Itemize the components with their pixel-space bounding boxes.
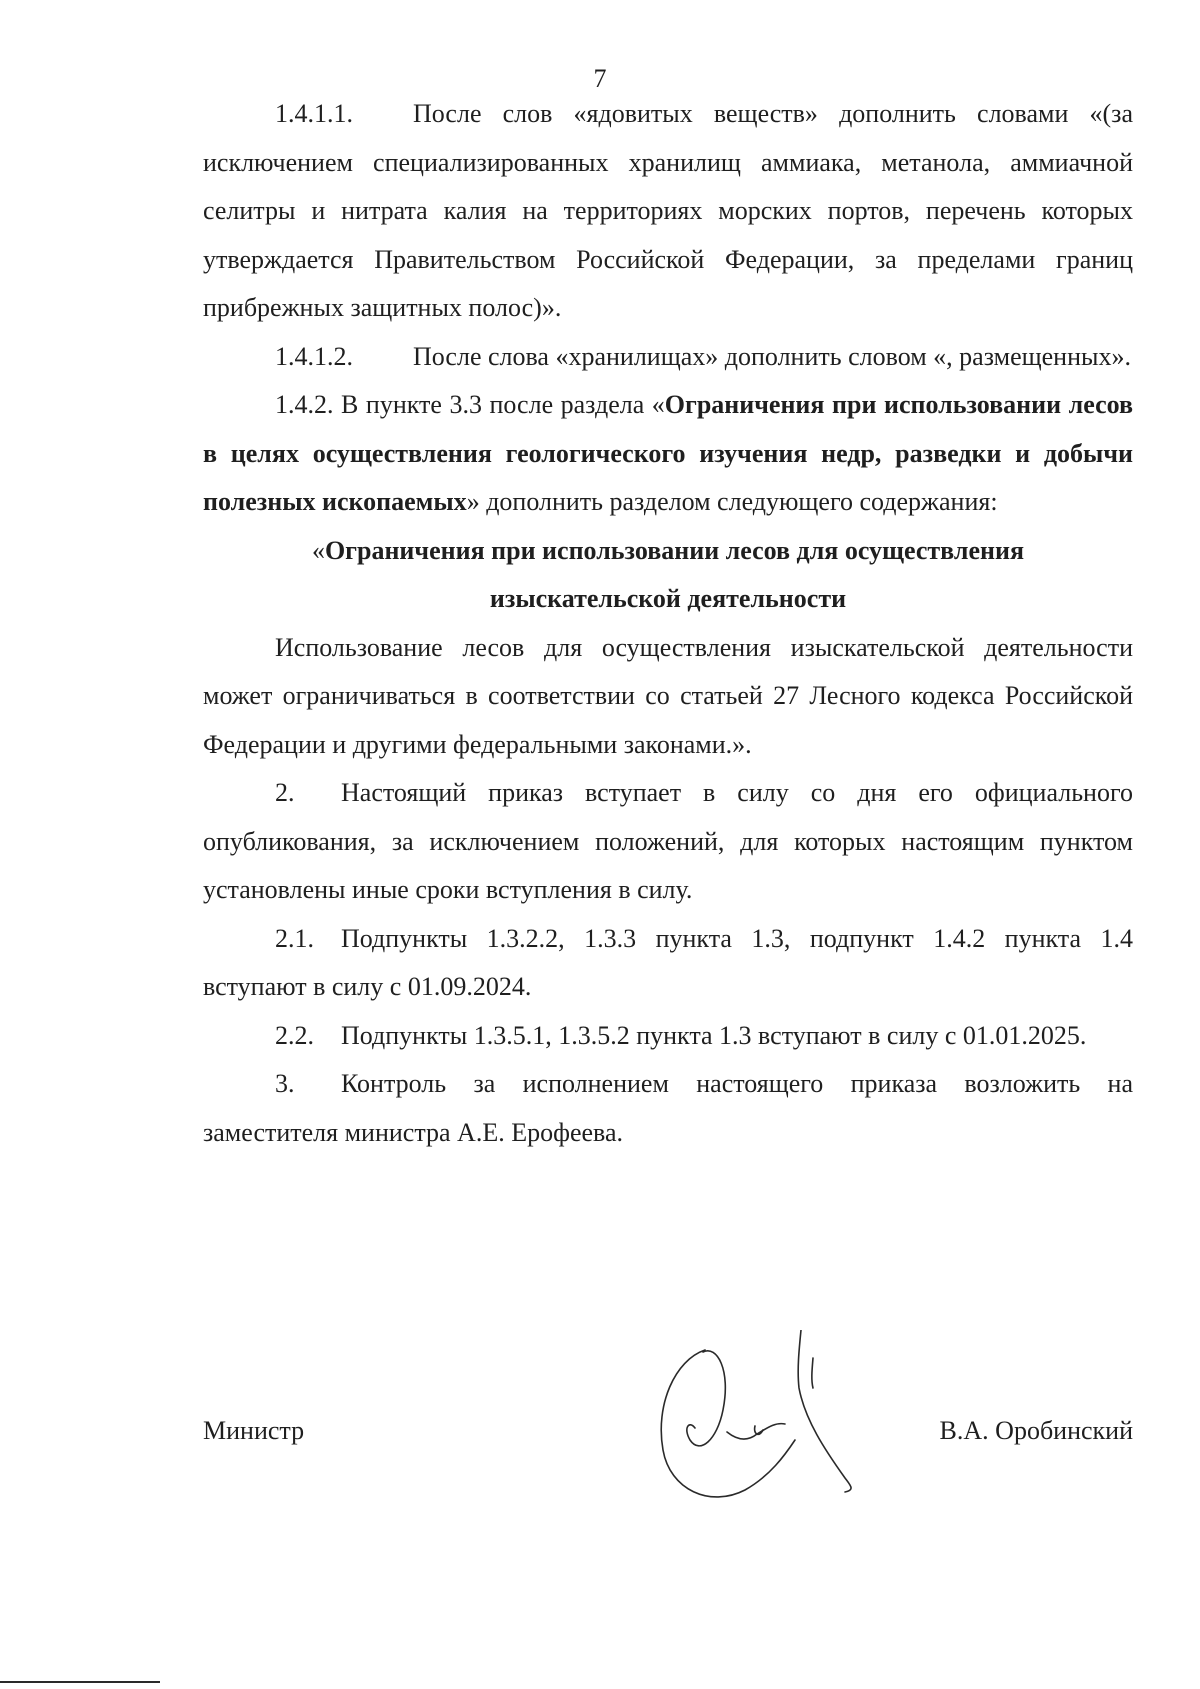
paragraph-3 [203, 1060, 1133, 1157]
paragraph-1-4-1-2 [203, 333, 1133, 382]
footer-rule [0, 1681, 160, 1683]
paragraph-text: Настоящий приказ вступает в силу со дня его официального опубликования, за исключением положений, для которых настоящим пунктом установлены иные сроки вступления в силу. [203, 778, 1133, 904]
paragraph-2-1 [203, 915, 1133, 1012]
heading-line-2: изыскательской деятельности [489, 584, 847, 613]
section-heading [203, 527, 1133, 624]
paragraph-section-body [203, 624, 1133, 770]
signatory-title: Министр [203, 1416, 305, 1445]
paragraph-text-suffix: » дополнить разделом следующего содержания: [466, 487, 998, 516]
paragraph-number: 3. [275, 1069, 295, 1098]
paragraph-2-2 [203, 1012, 1133, 1061]
paragraph-number: 1.4.1.2. [275, 341, 353, 371]
paragraph-text: Подпункты 1.3.2.2, 1.3.3 пункта 1.3, подпункт 1.4.2 пункта 1.4 вступают в силу с 01.09.2024. [203, 923, 1133, 1001]
section-reference-bold: Ограничения при использовании лесов в целях осуществления геологического изучения недр, разведки и добычи полезных ископаемых [203, 390, 1133, 516]
paragraph-number: 1.4.1.1. [275, 99, 353, 128]
paragraph-number: 2.2. [275, 1020, 314, 1050]
paragraph-number: 2. [275, 778, 295, 807]
paragraph-text: Подпункты 1.3.5.1, 1.3.5.2 пункта 1.3 вступают в силу с 01.01.2025. [341, 1020, 1087, 1050]
paragraph-number: 2.1. [275, 923, 314, 953]
paragraph-1-4-1-1 [203, 90, 1133, 333]
document-body [203, 90, 1133, 1157]
paragraph-2 [203, 769, 1133, 915]
page-number: 7 [593, 64, 607, 93]
paragraph-text: После слов «ядовитых веществ» дополнить словами «(за исключением специализированных хранилищ аммиака, метанола, аммиачной селитры и нитрата калия на территориях морских портов, перечень которых утверждается Правительством Российской Федерации, за пределами границ прибрежных защитных полос)». [203, 99, 1133, 322]
paragraph-text: После слова «хранилищах» дополнить словом «, размещенных». [413, 341, 1131, 371]
paragraph-text: Использование лесов для осуществления изыскательской деятельности может ограничиваться в соответствии со статьей 27 Лесного кодекса Российской Федерации и другими федеральными законами.». [203, 632, 1133, 759]
signatory-name: В.А. Оробинский [939, 1416, 1133, 1445]
paragraph-text: Контроль за исполнением настоящего приказа возложить на заместителя министра А.Е. Ерофеева. [203, 1069, 1133, 1147]
paragraph-1-4-2 [203, 381, 1133, 527]
heading-line-1: Ограничения при использовании лесов для осуществления [324, 535, 1025, 565]
handwritten-signature-icon [645, 1330, 895, 1510]
heading-quote: « [311, 535, 325, 565]
paragraph-text-prefix: 1.4.2. В пункте 3.3 после раздела « [275, 390, 665, 419]
